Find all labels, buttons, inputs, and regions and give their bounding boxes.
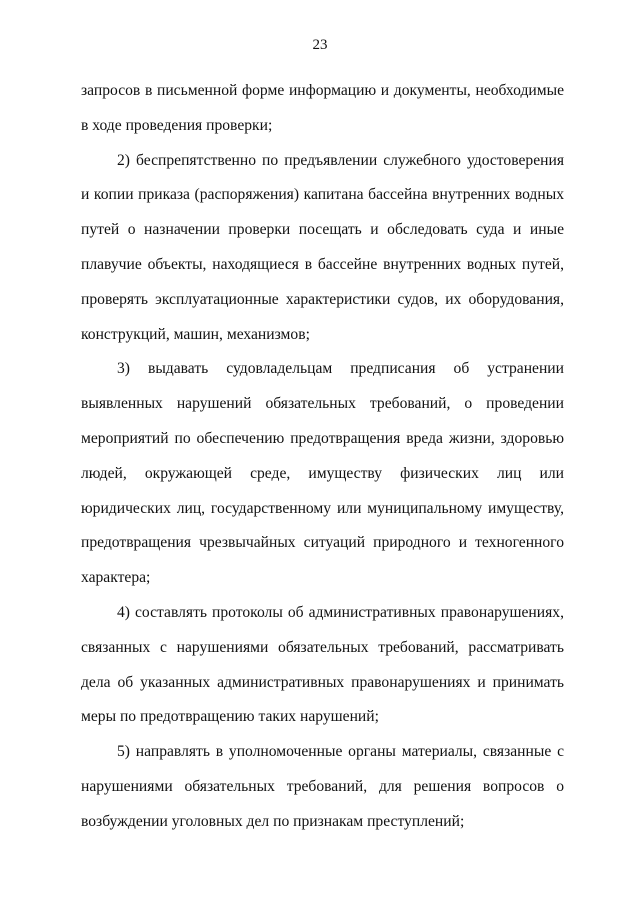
paragraph-item-4: 4) составлять протоколы об административных правонарушениях, связанных с нарушениями обязательных требований, рассматривать дела об указанных административных правонарушениях и принимать меры по предотвращению таких нарушений; — [81, 603, 564, 726]
page-number: 23 — [312, 37, 328, 53]
paragraph-item-2: 2) беспрепятственно по предъявлении служебного удостоверения и копии приказа (распоряжения) капитана бассейна внутренних водных путей о назначении проверки посещать и обследовать суда и иные плавучие объекты, находящиеся в бассейне внутренних водных путей, проверять эксплуатационные характеристики судов, их оборудования, конструкций, машин, механизмов; — [81, 151, 564, 343]
paragraph-item-3: 3) выдавать судовладельцам предписания об устранении выявленных нарушений обязательных требований, о проведении мероприятий по обеспечению предотвращения вреда жизни, здоровью людей, окружающей среде, имуществу физических лиц или юридических лиц, государственному или муниципальному имуществу, предотвращения чрезвычайных ситуаций природного и техногенного характера; — [81, 360, 564, 587]
paragraph-item-5: 5) направлять в уполномоченные органы материалы, связанные с нарушениями обязательных требований, для решения вопросов о возбуждении уголовных дел по признакам преступлений; — [81, 743, 564, 830]
paragraph-continuation: запросов в письменной форме информацию и документы, необходимые в ходе проведения проверки; — [81, 82, 564, 134]
body-text — [81, 74, 564, 840]
